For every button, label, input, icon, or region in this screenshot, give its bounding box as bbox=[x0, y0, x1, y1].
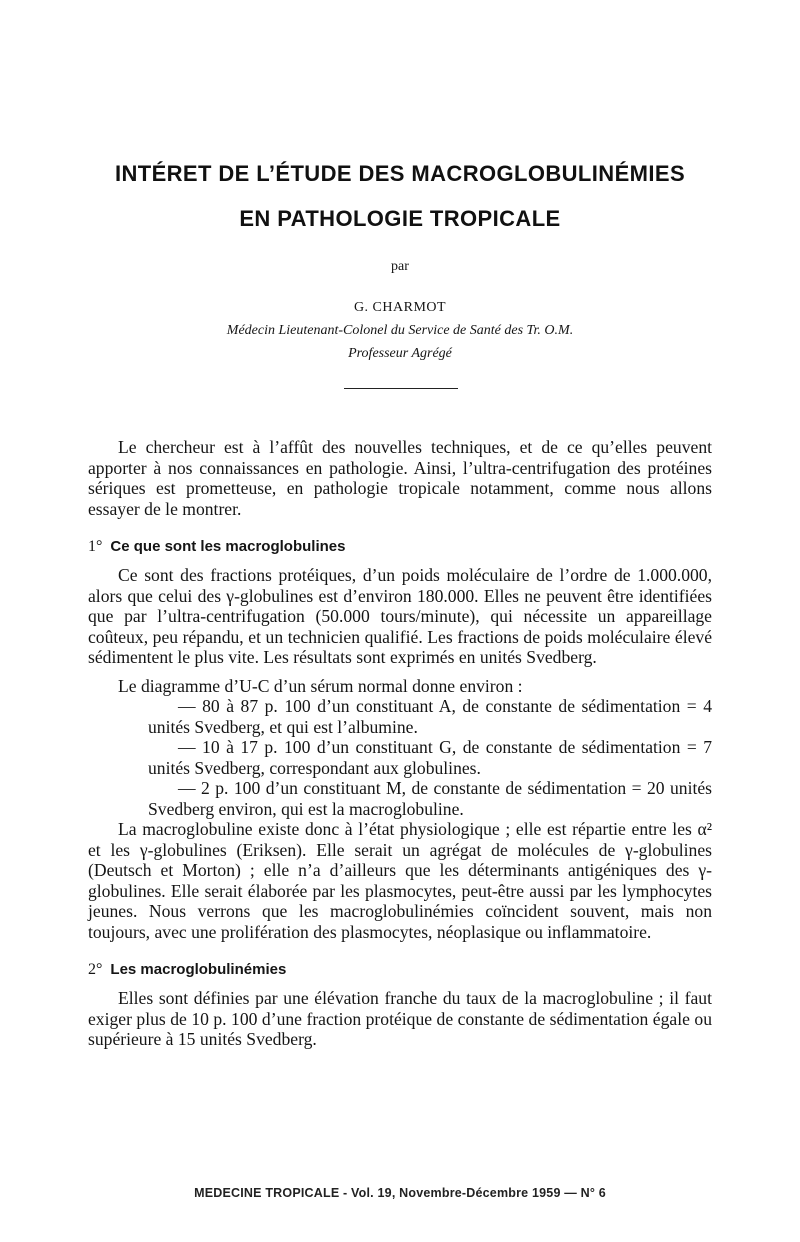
by-line: par bbox=[391, 259, 409, 274]
section-title: Ce que sont les macroglobulines bbox=[110, 538, 346, 555]
section-title: Les macroglobulinémies bbox=[110, 961, 287, 978]
author-name: G. CHARMOT bbox=[353, 300, 447, 315]
journal-footer: MEDECINE TROPICALE - Vol. 19, Novembre-Décembre 1959 — N° 6 bbox=[194, 1186, 606, 1200]
list-item: — 80 à 87 p. 100 d’un constituant A, de constante de sédimentation = 4 unités Svedberg, et qui est l’albumine. bbox=[148, 696, 712, 737]
section-heading-2 bbox=[88, 960, 712, 980]
list-item: — 10 à 17 p. 100 d’un constituant G, de constante de sédimentation = 7 unités Svedberg, correspondant aux globulines. bbox=[148, 737, 712, 778]
paragraph: Le diagramme d’U-C d’un sérum normal donne environ : bbox=[118, 675, 523, 696]
paragraph: Ce sont des fractions protéiques, d’un poids moléculaire de l’ordre de 1.000.000, alors que celui des γ-globulines est d’environ 180.000. Elles ne peuvent être identifiées que par l’ultra-centrifugation (50.000 tours/minute), qui nécessite un appareillage coûteux, peu répandu, et un technicien qualifié. Les fractions de poids moléculaire élevé sédimentent le plus vite. Les résultats sont exprimés en unités Svedberg. bbox=[88, 565, 712, 667]
separator-rule bbox=[344, 388, 458, 389]
paragraph: La macroglobuline existe donc à l’état physiologique ; elle est répartie entre les α² et les γ-globulines (Eriksen). Elle serait un agrégat de molécules de γ-globulines (Deutsch et Morton) ; elle n’a d’ailleurs que les déterminants antigéniques des γ-globulines. Elle serait élaborée par les plasmocytes, peut-être aussi par les lymphocytes jeunes. Nous verrons que les macroglobulinémies coïncident souvent, mais non toujours, avec une prolifération des plasmocytes, néoplasique ou inflammatoire. bbox=[88, 819, 712, 942]
article-title-line1: INTÉRET DE L’ÉTUDE DES MACROGLOBULINÉMIES bbox=[114, 161, 686, 186]
list-item: — 2 p. 100 d’un constituant M, de constante de sédimentation = 20 unités Svedberg environ, qui est la macroglobuline. bbox=[148, 778, 712, 819]
section-number: 1° bbox=[88, 538, 103, 555]
section-number: 2° bbox=[88, 961, 103, 978]
section-heading-1 bbox=[88, 537, 712, 557]
intro-paragraph: Le chercheur est à l’affût des nouvelles techniques, et de ce qu’elles peuvent apporter à nos connaissances en pathologie. Ainsi, l’ultra-centrifugation des protéines sériques est prometteuse, en pathologie tropicale notamment, comme nous allons essayer de le montrer. bbox=[88, 437, 712, 519]
author-title: Professeur Agrégé bbox=[348, 346, 452, 361]
article-title-line2: EN PATHOLOGIE TROPICALE bbox=[239, 206, 561, 231]
paragraph: Elles sont définies par une élévation franche du taux de la macroglobuline ; il faut exiger plus de 10 p. 100 d’une fraction protéique de constante de sédimentation égale ou supérieure à 15 unités Svedberg. bbox=[88, 988, 712, 1049]
author-affiliation: Médecin Lieutenant-Colonel du Service de Santé des Tr. O.M. bbox=[226, 323, 574, 338]
article-body bbox=[88, 437, 712, 1050]
